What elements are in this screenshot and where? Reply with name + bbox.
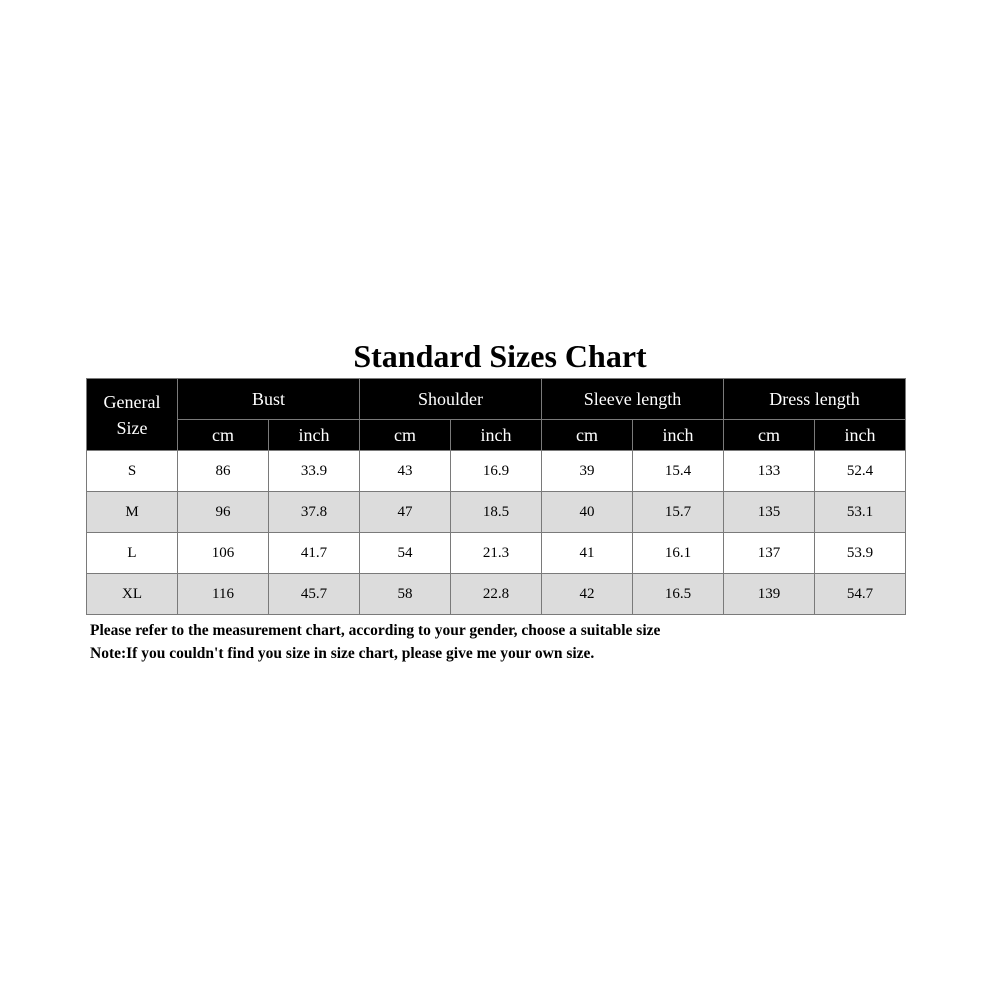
table-row bbox=[87, 533, 906, 574]
group-header-bust: Bust bbox=[178, 379, 360, 420]
value-cell: 86 bbox=[178, 451, 269, 492]
value-cell: 16.9 bbox=[451, 451, 542, 492]
value-cell: 53.9 bbox=[815, 533, 906, 574]
size-cell: L bbox=[87, 533, 178, 574]
value-cell: 16.1 bbox=[633, 533, 724, 574]
value-cell: 39 bbox=[542, 451, 633, 492]
value-cell: 54 bbox=[360, 533, 451, 574]
note-custom-size: Note:If you couldn't find you size in size chart, please give me your own size. bbox=[90, 645, 595, 662]
table-row bbox=[87, 492, 906, 533]
value-cell: 21.3 bbox=[451, 533, 542, 574]
value-cell: 53.1 bbox=[815, 492, 906, 533]
notes-block bbox=[90, 619, 660, 665]
table-row bbox=[87, 451, 906, 492]
header-row-units bbox=[87, 420, 906, 451]
page-title: Standard Sizes Chart bbox=[353, 338, 647, 374]
value-cell: 41 bbox=[542, 533, 633, 574]
size-cell: M bbox=[87, 492, 178, 533]
value-cell: 40 bbox=[542, 492, 633, 533]
value-cell: 18.5 bbox=[451, 492, 542, 533]
value-cell: 139 bbox=[724, 574, 815, 615]
general-size-label-line1: General bbox=[103, 391, 161, 412]
general-size-label-line2: Size bbox=[116, 417, 148, 438]
note-measurement: Please refer to the measurement chart, according to your gender, choose a suitable size bbox=[90, 622, 661, 639]
value-cell: 42 bbox=[542, 574, 633, 615]
value-cell: 106 bbox=[178, 533, 269, 574]
value-cell: 54.7 bbox=[815, 574, 906, 615]
unit-header: inch bbox=[269, 420, 360, 451]
size-cell: S bbox=[87, 451, 178, 492]
value-cell: 43 bbox=[360, 451, 451, 492]
value-cell: 37.8 bbox=[269, 492, 360, 533]
value-cell: 47 bbox=[360, 492, 451, 533]
value-cell: 41.7 bbox=[269, 533, 360, 574]
size-cell: XL bbox=[87, 574, 178, 615]
size-chart-table bbox=[86, 378, 906, 615]
general-size-header bbox=[87, 379, 178, 451]
unit-header: cm bbox=[178, 420, 269, 451]
value-cell: 133 bbox=[724, 451, 815, 492]
value-cell: 45.7 bbox=[269, 574, 360, 615]
value-cell: 15.4 bbox=[633, 451, 724, 492]
value-cell: 58 bbox=[360, 574, 451, 615]
unit-header: cm bbox=[724, 420, 815, 451]
value-cell: 16.5 bbox=[633, 574, 724, 615]
group-header-sleeve-length: Sleeve length bbox=[542, 379, 724, 420]
group-header-shoulder: Shoulder bbox=[360, 379, 542, 420]
header-row-groups bbox=[87, 379, 906, 420]
unit-header: inch bbox=[633, 420, 724, 451]
value-cell: 52.4 bbox=[815, 451, 906, 492]
group-header-dress-length: Dress length bbox=[724, 379, 906, 420]
unit-header: cm bbox=[360, 420, 451, 451]
value-cell: 33.9 bbox=[269, 451, 360, 492]
value-cell: 116 bbox=[178, 574, 269, 615]
value-cell: 22.8 bbox=[451, 574, 542, 615]
unit-header: inch bbox=[451, 420, 542, 451]
value-cell: 137 bbox=[724, 533, 815, 574]
table-row bbox=[87, 574, 906, 615]
value-cell: 135 bbox=[724, 492, 815, 533]
value-cell: 96 bbox=[178, 492, 269, 533]
value-cell: 15.7 bbox=[633, 492, 724, 533]
unit-header: inch bbox=[815, 420, 906, 451]
unit-header: cm bbox=[542, 420, 633, 451]
